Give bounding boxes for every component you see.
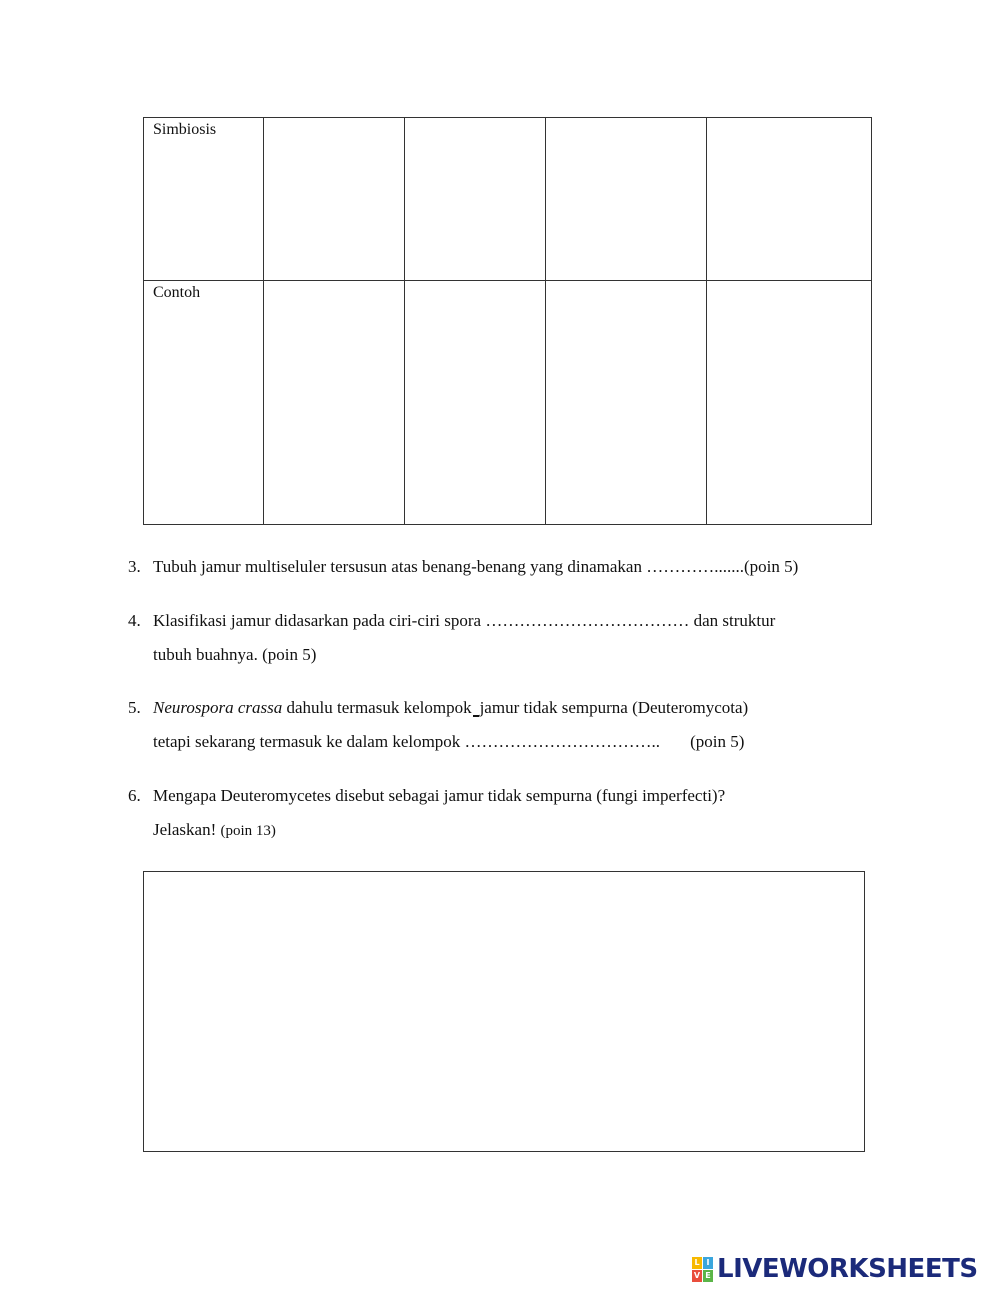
row-label-contoh: Contoh <box>153 284 201 301</box>
question-number: 4. <box>128 611 141 630</box>
question-number: 3. <box>128 557 141 576</box>
table-cell[interactable] <box>707 118 872 281</box>
table-cell[interactable] <box>546 118 707 281</box>
question-text: jamur tidak sempurna (Deuteromycota) <box>479 698 749 717</box>
question-text: dahulu termasuk kelompok <box>282 698 472 717</box>
question-6 <box>128 779 725 848</box>
table-row <box>144 281 872 525</box>
logo-letter: V <box>693 1270 701 1280</box>
question-text: Mengapa Deuteromycetes disebut sebagai jamur tidak sempurna (fungi imperfecti)? <box>153 786 726 805</box>
classification-table <box>143 117 872 525</box>
liveworksheets-logo <box>692 1254 978 1284</box>
question-4 <box>128 604 775 672</box>
table-row-header <box>144 281 264 525</box>
table-row <box>144 118 872 281</box>
question-points: (poin 13) <box>220 823 276 839</box>
underscore-mark <box>473 715 479 717</box>
species-name: Neurospora crassa <box>153 698 283 717</box>
table-row-header <box>144 118 264 281</box>
live-logo-icon <box>692 1257 713 1282</box>
question-number: 6. <box>128 786 141 805</box>
question-text-continued: tetapi sekarang termasuk ke dalam kelompok …………………………….. <box>153 732 661 751</box>
question-5 <box>128 691 748 759</box>
table-cell[interactable] <box>546 281 707 525</box>
question-text: Klasifikasi jamur didasarkan pada ciri-ciri spora ……………………………… dan struktur <box>153 611 776 630</box>
question-text-continued: Jelaskan! <box>153 820 217 839</box>
brand-name: LIVEWORKSHEETS <box>717 1254 978 1284</box>
answer-box[interactable] <box>143 871 865 1152</box>
logo-letter: I <box>703 1257 713 1269</box>
question-number: 5. <box>128 698 141 717</box>
question-text-continued: tubuh buahnya. (poin 5) <box>153 645 317 664</box>
question-3 <box>128 550 798 584</box>
question-points: (poin 5) <box>690 732 745 751</box>
logo-letter: L <box>692 1257 702 1269</box>
table-cell[interactable] <box>405 118 546 281</box>
table-cell[interactable] <box>264 281 405 525</box>
table-cell[interactable] <box>264 118 405 281</box>
question-text: Tubuh jamur multiseluler tersusun atas benang-benang yang dinamakan ………….......(poin 5) <box>153 557 799 576</box>
table-cell[interactable] <box>707 281 872 525</box>
table-cell[interactable] <box>405 281 546 525</box>
logo-letter: E <box>703 1270 713 1282</box>
row-label-simbiosis: Simbiosis <box>153 121 217 138</box>
